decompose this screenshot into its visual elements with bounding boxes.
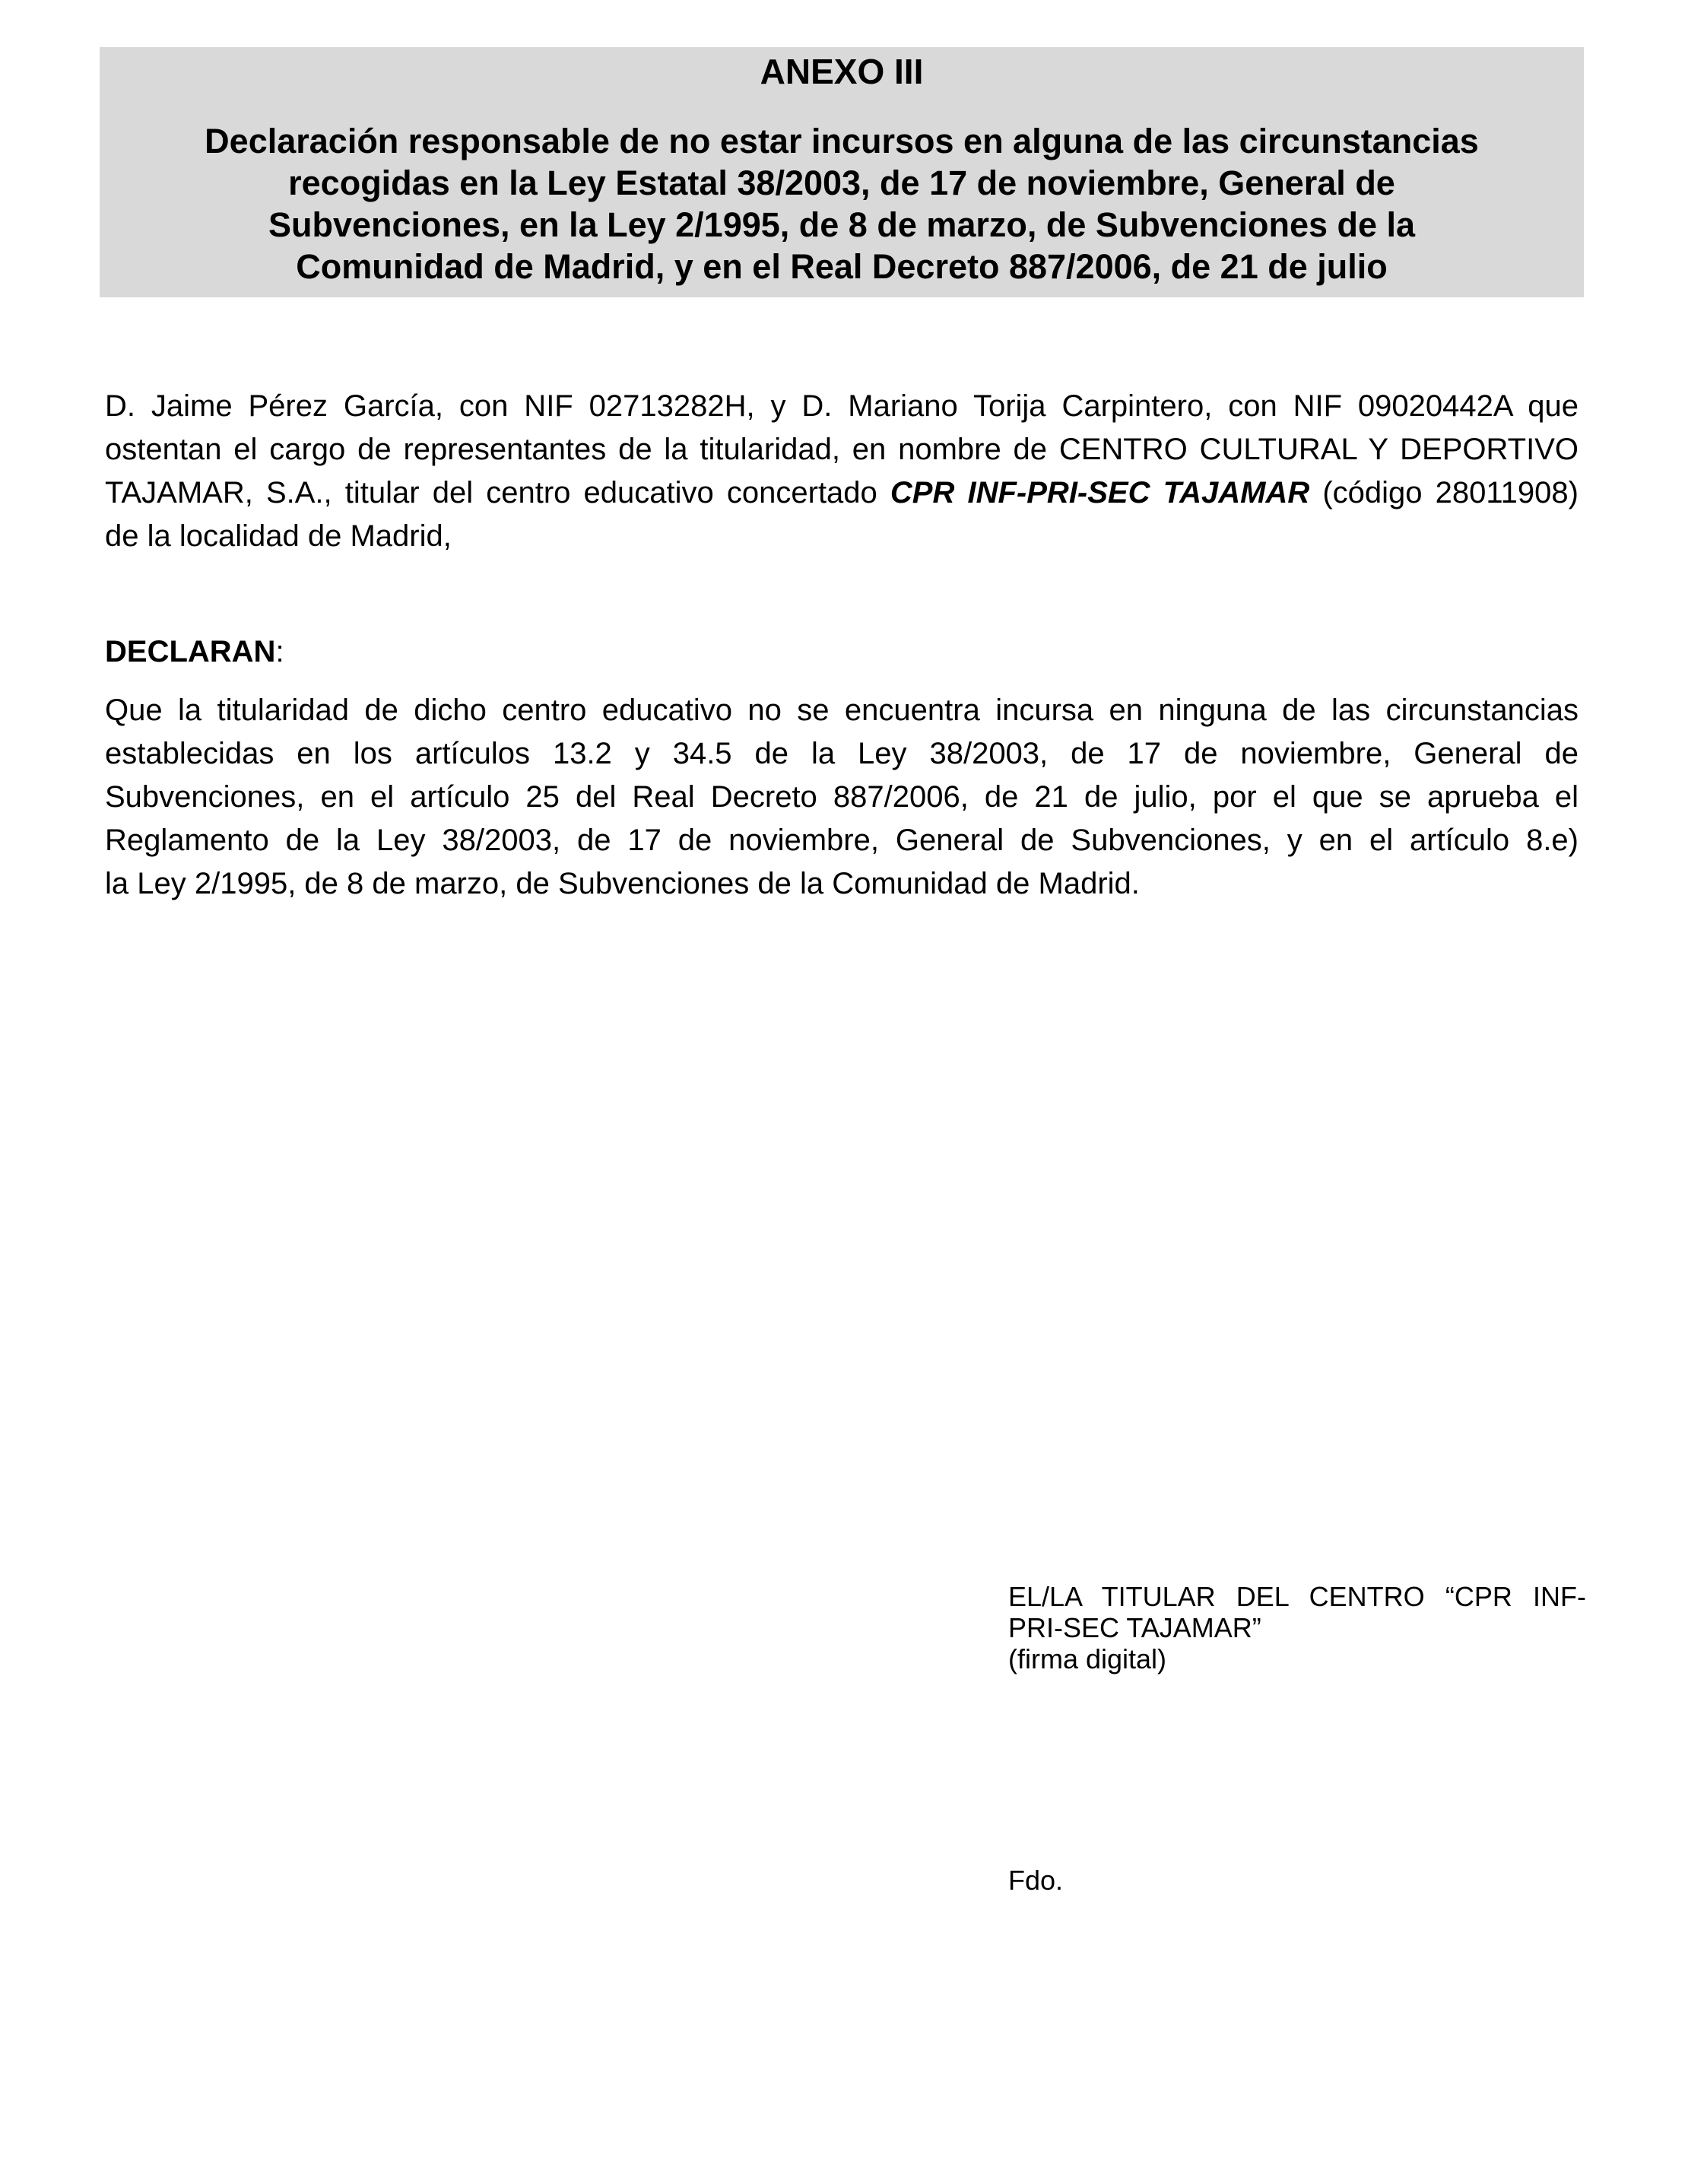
intro-text: TAJAMAR, S.A., titular del centro educativo concertado [105,476,890,509]
declaran-label: DECLARAN [105,635,276,668]
signature-line: PRI-SEC TAJAMAR” [1008,1612,1261,1643]
subtitle-line: recogidas en la Ley Estatal 38/2003, de 17 de noviembre, General de [288,163,1395,202]
intro-line: de la localidad de Madrid, [105,519,452,553]
intro-line: ostentan el cargo de representantes de la titularidad, en nombre de CENTRO CULTURAL Y DEPORTIVO [105,433,1579,466]
intro-line [105,471,1579,515]
declaran-heading [105,630,1579,674]
signature-note: (firma digital) [1008,1643,1167,1675]
declaration-paragraph [105,689,1579,906]
centre-name: CPR INF-PRI-SEC TAJAMAR [890,476,1310,509]
signed-by-label: Fdo. [1008,1865,1064,1896]
declaration-line: la Ley 2/1995, de 8 de marzo, de Subvenciones de la Comunidad de Madrid. [105,867,1140,900]
document-title: ANEXO III [760,52,924,91]
declaration-line: establecidas en los artículos 13.2 y 34.5 de la Ley 38/2003, de 17 de noviembre, General de [105,737,1579,770]
header-box [100,47,1584,297]
declaran-colon: : [275,635,284,668]
subtitle-line: Declaración responsable de no estar incursos en alguna de las circunstancias [205,122,1479,160]
centre-code: (código 28011908) [1309,476,1579,509]
declaration-line: Que la titularidad de dicho centro educativo no se encuentra incursa en ninguna de las circunstancias [105,694,1579,727]
declaration-line: Subvenciones, en el artículo 25 del Real Decreto 887/2006, de 21 de julio, por el que se aprueba el [105,780,1579,814]
signature-block [1008,1581,1586,1675]
intro-paragraph [105,385,1579,558]
signature-line: EL/LA TITULAR DEL CENTRO “CPR INF- [1008,1581,1586,1612]
subtitle-line: Subvenciones, en la Ley 2/1995, de 8 de marzo, de Subvenciones de la [268,205,1416,244]
document-subtitle [130,120,1553,287]
intro-line: D. Jaime Pérez García, con NIF 02713282H, y D. Mariano Torija Carpintero, con NIF 09020442A que [105,389,1579,423]
declaration-line: Reglamento de la Ley 38/2003, de 17 de noviembre, General de Subvenciones, y en el artículo 8.e) [105,824,1579,857]
subtitle-line: Comunidad de Madrid, y en el Real Decreto 887/2006, de 21 de julio [296,247,1388,286]
